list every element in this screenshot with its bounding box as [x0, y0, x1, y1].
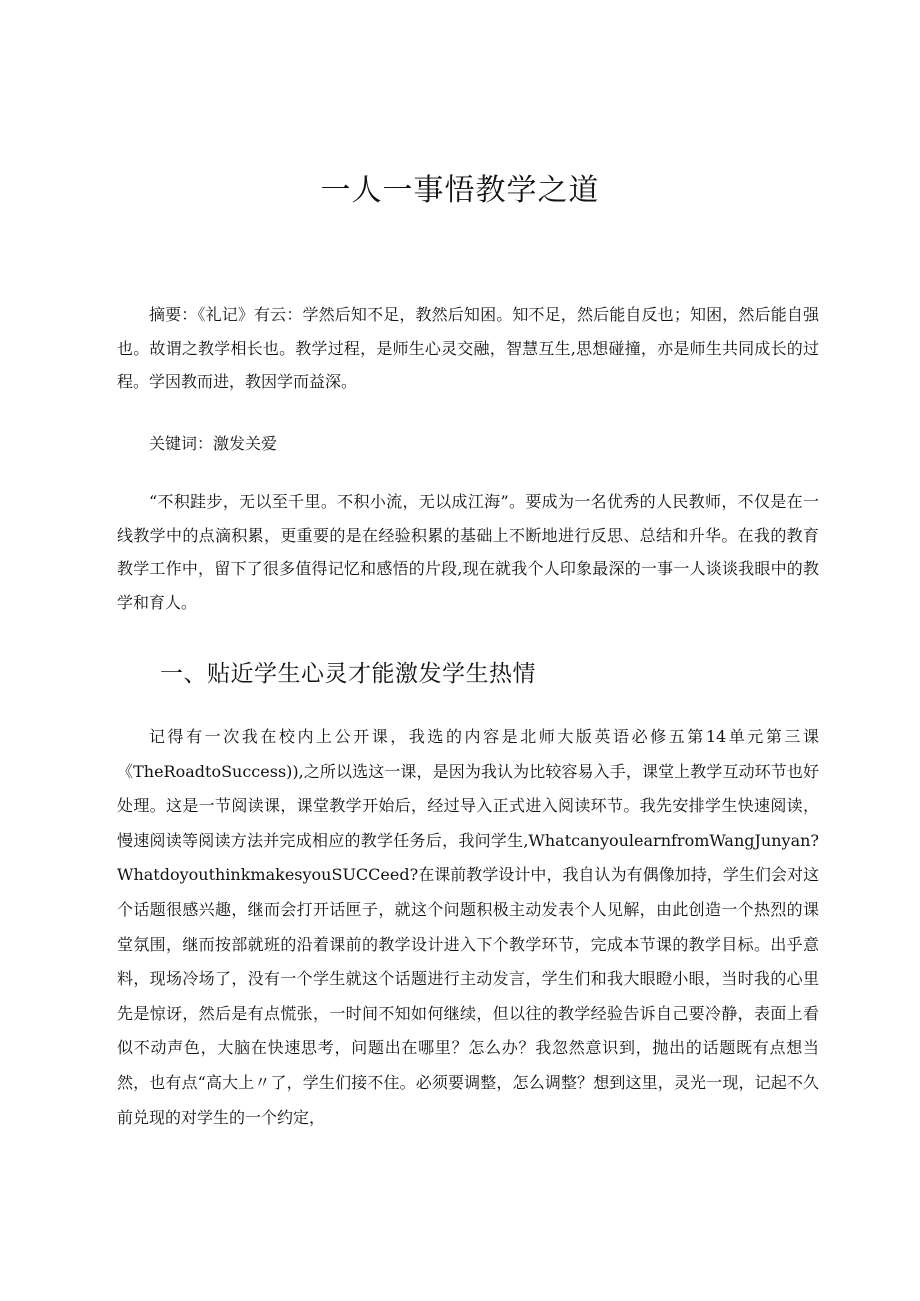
intro-paragraph: “不积跬步，无以至千里。不积小流，无以成江海”。要成为一名优秀的人民教师，不仅是在一线教学中的点滴积累，更重要的是在经验积累的基础上不断地进行反思、总结和升华。在我的教育教学工作中，留下了很多值得记忆和感悟的片段,现在就我个人印象最深的一事一人谈谈我眼中的教学和育人。	[117, 492, 819, 612]
keywords-line: 关键词：激发关爱	[149, 434, 278, 453]
section-heading-1: 一、贴近学生心灵才能激发学生热情	[160, 661, 536, 687]
section-1-paragraph: 记得有一次我在校内上公开课，我选的内容是北师大版英语必修五第14单元第三课《TheRoadtoSuccess)),之所以选这一课，是因为我认为比较容易入手，课堂上教学互动环节也好处理。这是一节阅读课，课堂教学开始后，经过导入正式进入阅读环节。我先安排学生快速阅读，慢速阅读等阅读方法并完成相应的教学任务后，我问学生,WhatcanyoulearnfromWangJunyan?WhatdoyouthinkmakesyouSUCCeed?在课前教学设计中，我自认为有偶像加持，学生们会对这个话题很感兴趣，继而会打开话匣子，就这个问题积极主动发表个人见解，由此创造一个热烈的课堂氛围，继而按部就班的沿着课前的教学设计进入下个教学环节，完成本节课的教学目标。出乎意料，现场冷场了，没有一个学生就这个话题进行主动发言，学生们和我大眼瞪小眼，当时我的心里先是惊讶，然后是有点慌张，一时间不知如何继续，但以往的教学经验告诉自己要冷静，表面上看似不动声色，大脑在快速思考，问题出在哪里？怎么办？我忽然意识到，抛出的话题既有点想当然，也有点“高大上〃了，学生们接不住。必须要调整，怎么调整？想到这里，灵光一现，记起不久前兑现的对学生的一个约定，	[117, 727, 819, 1127]
abstract-paragraph: 摘要：《礼记》有云：学然后知不足，教然后知困。知不足，然后能自反也；知困，然后能自强也。故谓之教学相长也。教学过程，是师生心灵交融，智慧互生,思想碰撞，亦是师生共同成长的过程。学因教而进，教因学而益深。	[117, 305, 819, 391]
document-title: 一人一事悟教学之道	[320, 173, 600, 208]
